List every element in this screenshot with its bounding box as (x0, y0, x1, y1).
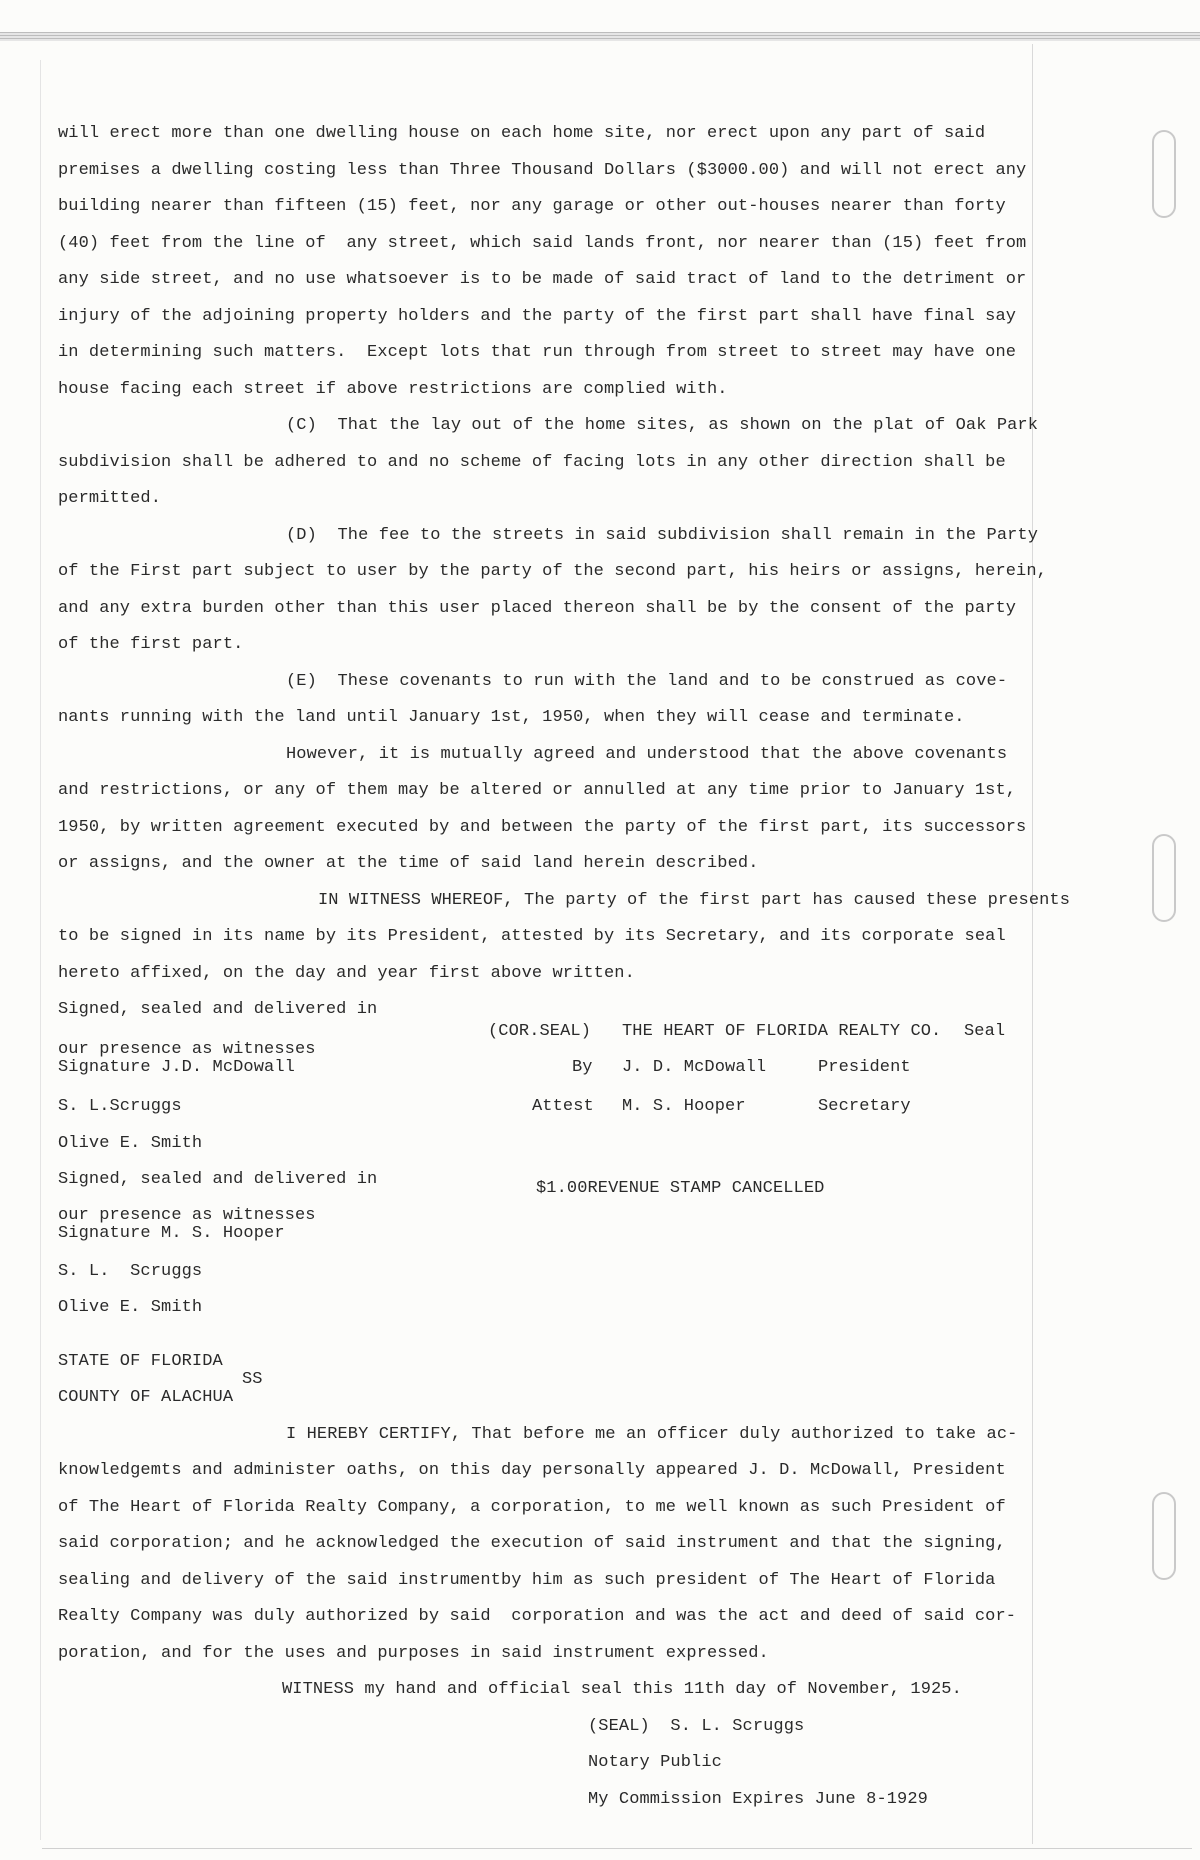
witness-line: S. L. Scruggs (58, 1262, 203, 1281)
attest-label: Attest (532, 1097, 594, 1116)
body-line: house facing each street if above restrictions are complied with. (58, 380, 728, 399)
body-line: IN WITNESS WHEREOF, The party of the first part has caused these presents (318, 891, 1071, 910)
body-line: in determining such matters. Except lots that run through from street to street may have one (58, 343, 1017, 362)
venue-state: STATE OF FLORIDA (58, 1352, 223, 1371)
certificate-line: knowledgemts and administer oaths, on this day personally appeared J. D. McDowall, President (58, 1461, 1006, 1480)
notary-commission: My Commission Expires June 8-1929 (588, 1790, 928, 1809)
company-name: THE HEART OF FLORIDA REALTY CO. (622, 1022, 942, 1041)
secretary-name: M. S. Hooper (622, 1097, 746, 1116)
certificate-line: said corporation; and he acknowledged the execution of said instrument and that the signing, (58, 1534, 1006, 1553)
binder-hole (1152, 834, 1176, 922)
body-line: (E) These covenants to run with the land and to be construed as cove- (286, 672, 1008, 691)
body-line: nants running with the land until January 1st, 1950, when they will cease and terminate. (58, 708, 965, 727)
seal-word: Seal (964, 1022, 1006, 1041)
body-line: of the first part. (58, 635, 244, 654)
body-line: hereto affixed, on the day and year first above written. (58, 964, 635, 983)
body-line: (40) feet from the line of any street, which said lands front, nor nearer than (15) feet from (58, 234, 1027, 253)
witness-line: Signed, sealed and delivered in (58, 1170, 378, 1189)
witness-line: Signature J.D. McDowall (58, 1058, 295, 1077)
body-line: or assigns, and the owner at the time of said land herein described. (58, 854, 759, 873)
witness-line: Signed, sealed and delivered in (58, 1000, 378, 1019)
witness-line: S. L.Scruggs (58, 1097, 182, 1116)
right-margin-rule (1032, 44, 1033, 1844)
body-line: will erect more than one dwelling house on each home site, nor erect upon any part of said (58, 124, 986, 143)
top-border-rule (0, 32, 1200, 41)
left-page-edge (40, 60, 41, 1840)
body-line: However, it is mutually agreed and understood that the above covenants (286, 745, 1008, 764)
binder-hole (1152, 130, 1176, 218)
by-label: By (572, 1058, 593, 1077)
body-line: premises a dwelling costing less than Three Thousand Dollars ($3000.00) and will not erect any (58, 161, 1027, 180)
binder-hole (1152, 1492, 1176, 1580)
body-line: injury of the adjoining property holders and the party of the first part shall have final say (58, 307, 1017, 326)
bottom-page-edge (42, 1848, 1192, 1849)
body-line: any side street, and no use whatsoever is to be made of said tract of land to the detriment or (58, 270, 1027, 289)
certificate-line: I HEREBY CERTIFY, That before me an officer duly authorized to take ac- (286, 1425, 1018, 1444)
certificate-line: sealing and delivery of the said instrumentby him as such president of The Heart of Florida (58, 1571, 996, 1590)
witness-line: our presence as witnesses (58, 1040, 316, 1059)
body-line: permitted. (58, 489, 162, 508)
venue-ss: SS (242, 1370, 263, 1389)
witness-line: Olive E. Smith (58, 1298, 203, 1317)
body-line: 1950, by written agreement executed by and between the party of the first part, its successors (58, 818, 1027, 837)
certificate-line: poration, and for the uses and purposes in said instrument expressed. (58, 1644, 769, 1663)
notary-seal-line: (SEAL) S. L. Scruggs (588, 1717, 805, 1736)
body-line: (C) That the lay out of the home sites, as shown on the plat of Oak Park (286, 416, 1039, 435)
body-line: of the First part subject to user by the party of the second part, his heirs or assigns, herein, (58, 562, 1047, 581)
secretary-title: Secretary (818, 1097, 911, 1116)
president-title: President (818, 1058, 911, 1077)
witness-line: Signature M. S. Hooper (58, 1224, 285, 1243)
president-name: J. D. McDowall (622, 1058, 767, 1077)
witness-line: Olive E. Smith (58, 1134, 203, 1153)
venue-county: COUNTY OF ALACHUA (58, 1388, 234, 1407)
body-line: and any extra burden other than this user placed thereon shall be by the consent of the party (58, 599, 1017, 618)
body-line: subdivision shall be adhered to and no scheme of facing lots in any other direction shall be (58, 453, 1006, 472)
certificate-line: of The Heart of Florida Realty Company, a corporation, to me well known as such President of (58, 1498, 1006, 1517)
body-line: and restrictions, or any of them may be altered or annulled at any time prior to January 1st, (58, 781, 1017, 800)
body-line: (D) The fee to the streets in said subdivision shall remain in the Party (286, 526, 1039, 545)
revenue-stamp-note: $1.00REVENUE STAMP CANCELLED (536, 1179, 825, 1198)
certificate-line: Realty Company was duly authorized by said corporation and was the act and deed of said cor- (58, 1607, 1017, 1626)
body-line: to be signed in its name by its President, attested by its Secretary, and its corporate seal (58, 927, 1006, 946)
notary-title: Notary Public (588, 1753, 722, 1772)
witness-line: our presence as witnesses (58, 1206, 316, 1225)
body-line: building nearer than fifteen (15) feet, nor any garage or other out-houses nearer than forty (58, 197, 1006, 216)
certificate-line: WITNESS my hand and official seal this 11th day of November, 1925. (282, 1680, 962, 1699)
corporate-seal-label: (COR.SEAL) (488, 1022, 592, 1041)
